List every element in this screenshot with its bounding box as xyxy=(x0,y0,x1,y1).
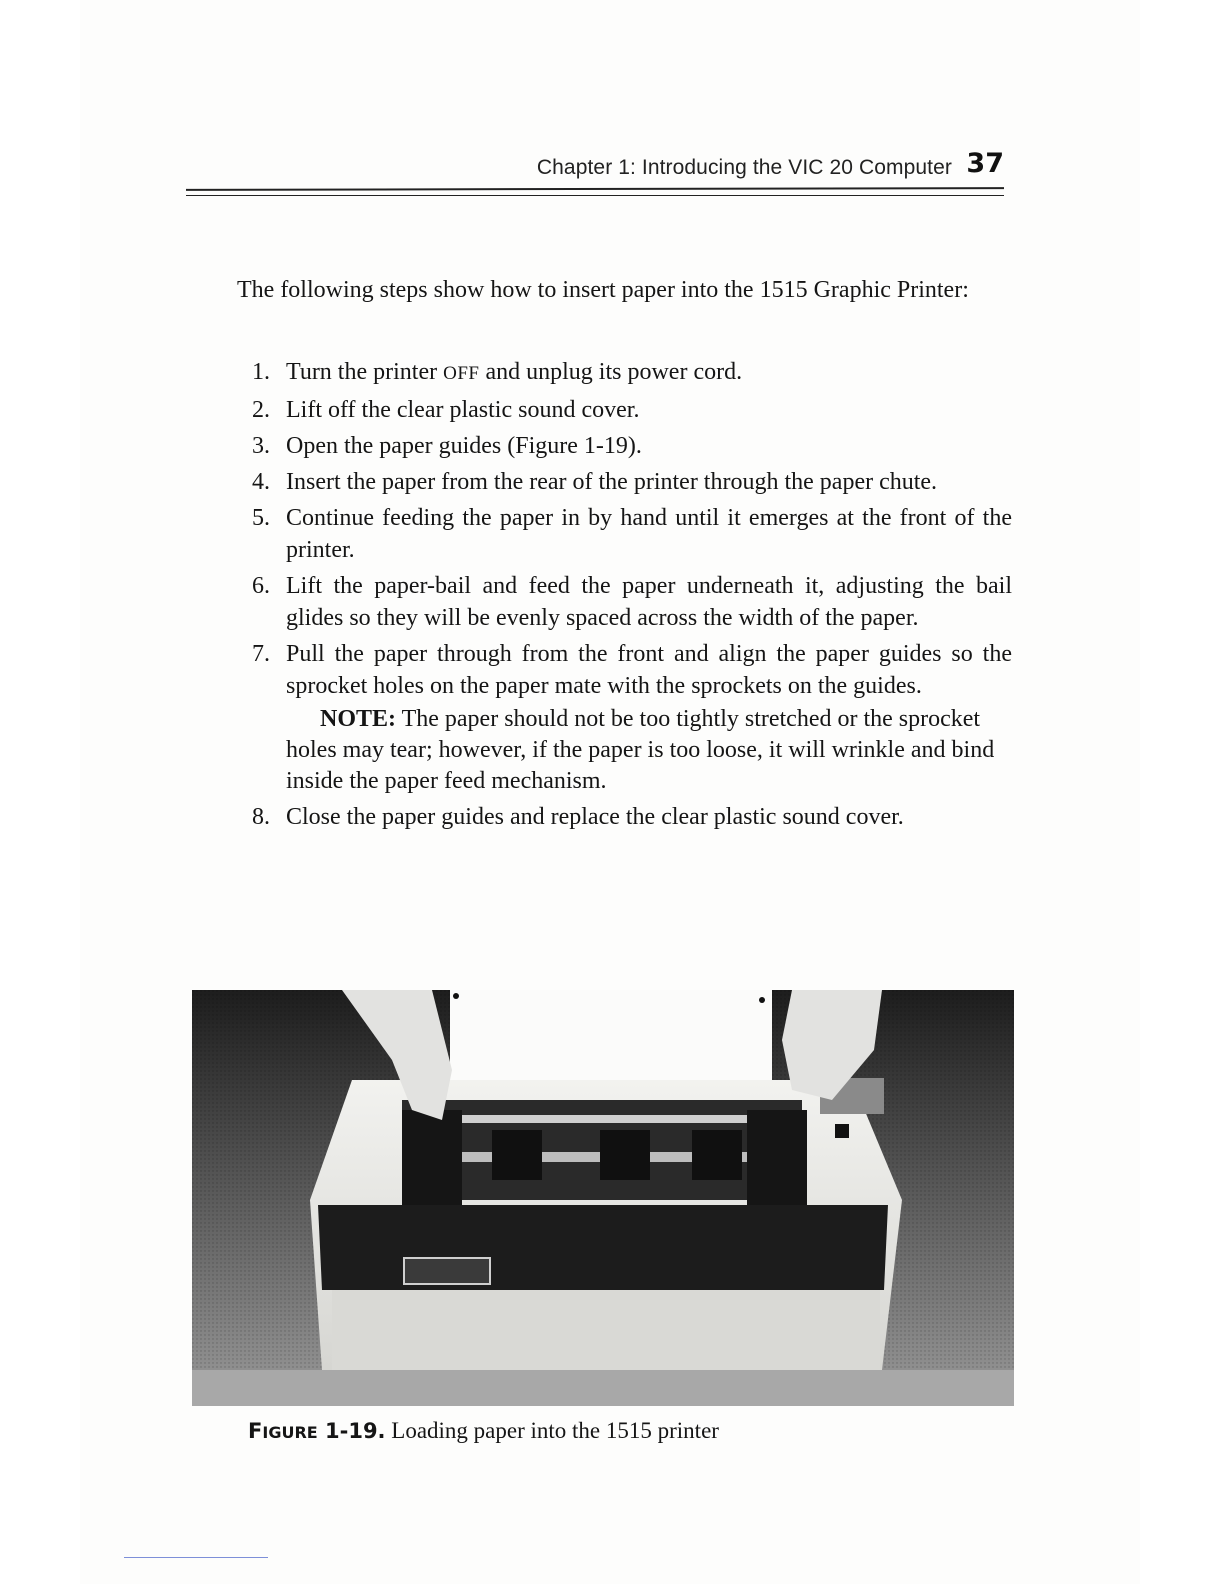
footer-rule xyxy=(124,1557,268,1558)
list-item xyxy=(186,570,1012,634)
printer-illustration xyxy=(192,990,1014,1406)
list-item xyxy=(186,502,1012,566)
step-number: 5. xyxy=(252,505,270,531)
step-number: 4. xyxy=(252,469,270,495)
figure-label-smallcaps: IGURE xyxy=(262,1423,318,1442)
step-text-part: Turn the printer xyxy=(286,359,444,385)
list-item xyxy=(186,430,1012,462)
sprocket-block xyxy=(492,1130,542,1180)
step-text: Continue feeding the paper in by hand until it emerges at the front of the printer. xyxy=(286,505,1012,563)
step-smallcaps-word: OFF xyxy=(443,363,480,384)
right-paper-guide xyxy=(747,1110,807,1206)
figure-caption xyxy=(248,1418,719,1444)
list-item xyxy=(186,801,1012,833)
step-number: 8. xyxy=(252,804,270,830)
figure-label-initial: F xyxy=(248,1419,263,1443)
step-text: Lift the paper-bail and feed the paper underneath it, adjusting the bail glides so they will be evenly spaced across the width of the paper. xyxy=(286,573,1012,631)
header-rule-bottom xyxy=(186,195,1004,196)
badge-plate xyxy=(404,1258,490,1284)
step-number: 1. xyxy=(252,359,270,385)
step-text: Lift off the clear plastic sound cover. xyxy=(286,397,640,423)
note-label: NOTE: xyxy=(320,706,397,732)
sprocket-block xyxy=(600,1130,650,1180)
note-paragraph xyxy=(186,704,1012,797)
list-item xyxy=(186,394,1012,426)
figure-label xyxy=(248,1419,386,1443)
left-paper-guide xyxy=(402,1110,462,1206)
page-number: 37 xyxy=(966,148,1004,179)
steps-list xyxy=(186,356,1012,837)
step-number: 6. xyxy=(252,573,270,599)
note-text: The paper should not be too tightly stretched or the sprocket holes may tear; however, if the paper is too loose, it will wrinkle and bind inside the paper feed mechanism. xyxy=(286,706,995,794)
step-text: Insert the paper from the rear of the printer through the paper chute. xyxy=(286,469,938,495)
figure-number: 1-19. xyxy=(317,1419,386,1443)
step-text: Close the paper guides and replace the clear plastic sound cover. xyxy=(286,804,904,830)
chapter-title: Chapter 1: Introducing the VIC 20 Computer xyxy=(536,156,952,179)
list-item xyxy=(186,466,1012,498)
sprocket-block xyxy=(692,1130,742,1180)
figure-caption-text: Loading paper into the 1515 printer xyxy=(385,1418,719,1443)
intro-paragraph: The following steps show how to insert paper into the 1515 Graphic Printer: xyxy=(237,277,969,303)
running-header xyxy=(186,148,1004,184)
sprocket-hole-mark xyxy=(759,997,765,1003)
table-surface xyxy=(192,1370,1014,1406)
printer-photo xyxy=(192,990,1014,1406)
list-item xyxy=(186,356,1012,390)
printer-front-base xyxy=(332,1290,880,1370)
step-number: 7. xyxy=(252,641,270,667)
list-item xyxy=(186,638,1012,702)
step-text-part: and unplug its power cord. xyxy=(479,359,743,385)
sprocket-hole-mark xyxy=(453,993,459,999)
step-number: 3. xyxy=(252,433,270,459)
platen-bar xyxy=(422,1115,782,1123)
power-switch xyxy=(835,1124,849,1138)
step-number: 2. xyxy=(252,397,270,423)
step-text: Pull the paper through from the front and align the paper guides so the sprocket holes on the paper mate with the sprockets on the guides. xyxy=(286,641,1012,699)
step-text: Open the paper guides (Figure 1-19). xyxy=(286,433,642,459)
